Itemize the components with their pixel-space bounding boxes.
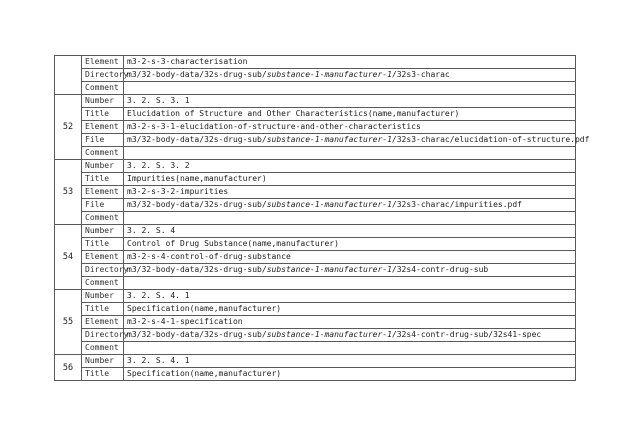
table-row — [55, 186, 576, 199]
field-label-cell: Title — [82, 173, 124, 186]
path-segment: /32s4-contr-drug-sub/32s41-spec — [391, 330, 542, 339]
field-value-cell — [124, 69, 576, 82]
field-label-cell: Comment — [82, 82, 124, 95]
field-value-cell — [124, 290, 576, 303]
path-segment: m3-2-s-3-2-impurities — [127, 187, 229, 196]
field-label-cell: Element — [82, 251, 124, 264]
field-label-cell: Element — [82, 56, 124, 69]
table-row — [55, 290, 576, 303]
field-value-cell — [124, 277, 576, 290]
table-row — [55, 329, 576, 342]
field-value-cell — [124, 121, 576, 134]
path-segment: Impurities(name,manufacturer) — [127, 174, 267, 183]
path-segment: m3/32-body-data/32s-drug-sub/ — [127, 330, 267, 339]
table-row — [55, 316, 576, 329]
field-label-cell: Title — [82, 368, 124, 381]
field-label-cell: Directory — [82, 329, 124, 342]
italic-path-segment: substance-1-manufacturer-1 — [266, 135, 392, 144]
table-row — [55, 95, 576, 108]
path-segment: m3-2-s-3-characterisation — [127, 57, 248, 66]
field-label-cell: Title — [82, 238, 124, 251]
item-number-cell: 56 — [55, 355, 82, 381]
item-number-cell: 53 — [55, 160, 82, 225]
table-row — [55, 108, 576, 121]
field-label-cell: Number — [82, 160, 124, 173]
field-value-cell — [124, 251, 576, 264]
field-label-cell: Element — [82, 316, 124, 329]
italic-path-segment: substance-1-manufacturer-1 — [266, 70, 392, 79]
field-label-cell: Comment — [82, 147, 124, 160]
field-label-cell: Element — [82, 121, 124, 134]
italic-path-segment: substance-1-manufacturer-1 — [266, 265, 392, 274]
path-segment: m3/32-body-data/32s-drug-sub/ — [127, 70, 267, 79]
field-value-cell — [124, 160, 576, 173]
field-label-cell: Comment — [82, 342, 124, 355]
field-value-cell — [124, 329, 576, 342]
path-segment: Elucidation of Structure and Other Characteristics(name,manufacturer) — [127, 109, 460, 118]
field-value-cell — [124, 199, 576, 212]
path-segment: /32s4-contr-drug-sub — [391, 265, 489, 274]
table-row — [55, 303, 576, 316]
field-value-cell — [124, 225, 576, 238]
table-row — [55, 199, 576, 212]
path-segment: Specification(name,manufacturer) — [127, 304, 282, 313]
field-label-cell: Number — [82, 95, 124, 108]
field-value-cell — [124, 355, 576, 368]
path-segment: 3. 2. S. 3. 2 — [127, 161, 190, 170]
path-segment: m3-2-s-3-1-elucidation-of-structure-and-other-characteristics — [127, 122, 421, 131]
field-value-cell — [124, 316, 576, 329]
table-row — [55, 251, 576, 264]
field-value-cell — [124, 95, 576, 108]
path-segment: m3/32-body-data/32s-drug-sub/ — [127, 265, 267, 274]
field-label-cell: Title — [82, 303, 124, 316]
path-segment: /32s3-charac/impurities.pdf — [391, 200, 522, 209]
path-segment: 3. 2. S. 4. 1 — [127, 291, 190, 300]
field-label-cell: Element — [82, 186, 124, 199]
path-segment: /32s3-charac/elucidation-of-structure.pdf — [391, 135, 590, 144]
table-row — [55, 342, 576, 355]
path-segment: 3. 2. S. 4. 1 — [127, 356, 190, 365]
table-row — [55, 212, 576, 225]
table-row — [55, 368, 576, 381]
path-segment: /32s3-charac — [391, 70, 450, 79]
field-label-cell: File — [82, 199, 124, 212]
table-row — [55, 147, 576, 160]
path-segment: Control of Drug Substance(name,manufacturer) — [127, 239, 339, 248]
field-value-cell — [124, 186, 576, 199]
document-table-body — [55, 56, 590, 381]
field-value-cell — [124, 56, 576, 69]
field-value-cell — [124, 82, 576, 95]
item-number-cell: 55 — [55, 290, 82, 355]
field-value-cell — [124, 303, 576, 316]
path-segment: m3/32-body-data/32s-drug-sub/ — [127, 135, 267, 144]
path-segment: m3-2-s-4-1-specification — [127, 317, 243, 326]
field-label-cell: Comment — [82, 212, 124, 225]
field-value-cell — [124, 368, 576, 381]
italic-path-segment: substance-1-manufacturer-1 — [266, 330, 392, 339]
table-row — [55, 355, 576, 368]
item-number-cell: 54 — [55, 225, 82, 290]
document-table — [54, 55, 590, 381]
field-value-cell — [124, 212, 576, 225]
table-row — [55, 160, 576, 173]
field-value-cell — [124, 238, 576, 251]
table-row — [55, 82, 576, 95]
path-segment: Specification(name,manufacturer) — [127, 369, 282, 378]
field-label-cell: File — [82, 134, 124, 147]
field-value-cell — [124, 264, 576, 277]
field-value-cell — [124, 173, 576, 186]
item-number-cell: 52 — [55, 95, 82, 160]
field-label-cell: Directory — [82, 69, 124, 82]
table-row — [55, 134, 576, 147]
item-number-cell — [55, 56, 82, 95]
table-row — [55, 69, 576, 82]
field-value-cell — [124, 342, 576, 355]
field-label-cell: Number — [82, 290, 124, 303]
path-segment: m3/32-body-data/32s-drug-sub/ — [127, 200, 267, 209]
field-label-cell: Directory — [82, 264, 124, 277]
italic-path-segment: substance-1-manufacturer-1 — [266, 200, 392, 209]
table-row — [55, 225, 576, 238]
table-row — [55, 277, 576, 290]
field-label-cell: Number — [82, 225, 124, 238]
table-row — [55, 238, 576, 251]
field-label-cell: Number — [82, 355, 124, 368]
field-value-cell — [124, 108, 576, 121]
field-value-cell — [124, 147, 576, 160]
table-row — [55, 56, 576, 69]
table-row — [55, 264, 576, 277]
path-segment: 3. 2. S. 4 — [127, 226, 176, 235]
table-row — [55, 121, 576, 134]
table-row — [55, 173, 576, 186]
path-segment: 3. 2. S. 3. 1 — [127, 96, 190, 105]
field-value-cell — [124, 134, 590, 147]
path-segment: m3-2-s-4-control-of-drug-substance — [127, 252, 291, 261]
field-label-cell: Title — [82, 108, 124, 121]
field-label-cell: Comment — [82, 277, 124, 290]
